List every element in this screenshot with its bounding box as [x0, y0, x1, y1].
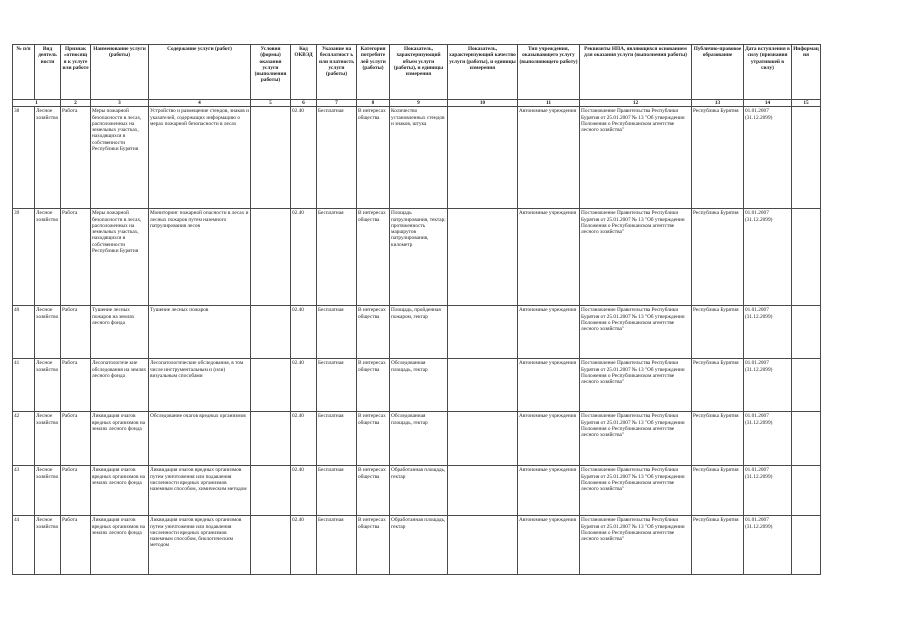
npa-cell: Постановление Правительства Республики Бурятия от 25.01.2007 № 13 "Об утверждении Положения о Республиканском агентстве лесного хозяйства" [580, 209, 692, 306]
public-entity-cell: Республика Бурятия [692, 107, 744, 209]
service-name-cell: Меры пожарной безопасности в лесах, расположенных на земельных участках, находящихся в собственности Республики Бурятия [91, 209, 149, 306]
row-number: 44 [13, 516, 35, 575]
table-row [13, 209, 821, 306]
header-cell: Тип учреждения, оказывающего услугу (выполняющего работу) [518, 45, 580, 100]
okved-cell: 02.40 [291, 516, 317, 575]
header-cell: Публично-правовое образование [692, 45, 744, 100]
npa-cell: Постановление Правительства Республики Бурятия от 25.01.2007 № 13 "Об утверждении Положения о Республиканском агентстве лесного хозяйства" [580, 466, 692, 516]
volume-cell: Обследованная площадь, гектар [390, 359, 448, 412]
service-name-cell: Ликвидация очагов вредных организмов на землях лесного фонда [91, 412, 149, 466]
sign-cell: Работа [61, 412, 91, 466]
category-cell: В интересах общества [357, 359, 390, 412]
column-number: 15 [792, 100, 821, 107]
activity-cell: Лесное хозяйство [35, 516, 61, 575]
header-cell: № п/п [13, 45, 35, 100]
npa-cell: Постановление Правительства Республики Бурятия от 25.01.2007 № 13 "Об утверждении Положения о Республиканском агентстве лесного хозяйства" [580, 107, 692, 209]
column-number: 10 [448, 100, 518, 107]
public-entity-cell: Республика Бурятия [692, 209, 744, 306]
okved-cell: 02.40 [291, 359, 317, 412]
payment-cell: Бесплатная [317, 466, 357, 516]
institution-type-cell: Автономные учреждения [518, 209, 580, 306]
column-number: 9 [390, 100, 448, 107]
activity-cell: Лесное хозяйство [35, 412, 61, 466]
category-cell: В интересах общества [357, 107, 390, 209]
quality-cell [448, 209, 518, 306]
header-cell: Содержание услуги (работ) [149, 45, 251, 100]
content-cell: Обследование очагов вредных организмов [149, 412, 251, 466]
payment-cell: Бесплатная [317, 359, 357, 412]
table-row [13, 516, 821, 575]
institution-type-cell: Автономные учреждения [518, 412, 580, 466]
sign-cell: Работа [61, 466, 91, 516]
conditions-cell [251, 516, 291, 575]
quality-cell [448, 412, 518, 466]
activity-cell: Лесное хозяйство [35, 466, 61, 516]
payment-cell: Бесплатная [317, 412, 357, 466]
public-entity-cell: Республика Бурятия [692, 466, 744, 516]
info-cell [792, 466, 821, 516]
row-number: 38 [13, 107, 35, 209]
service-name-cell: Ликвидация очагов вредных организмов на землях лесного фонда [91, 466, 149, 516]
activity-cell: Лесное хозяйство [35, 107, 61, 209]
column-number: 2 [61, 100, 91, 107]
column-number: 11 [518, 100, 580, 107]
quality-cell [448, 516, 518, 575]
service-name-cell: Меры пожарной безопасности в лесах, расположенных на земельных участках, находящихся в собственности Республики Бурятия [91, 107, 149, 209]
service-name-cell: Лесопатологиче кие обследования на землях лесного фонда [91, 359, 149, 412]
table-row [13, 107, 821, 209]
volume-cell: Количество установленных стендов и знаков, штука [390, 107, 448, 209]
category-cell: В интересах общества [357, 209, 390, 306]
volume-cell: Обследованная площадь, гектар [390, 412, 448, 466]
public-entity-cell: Республика Бурятия [692, 412, 744, 466]
okved-cell: 02.40 [291, 466, 317, 516]
conditions-cell [251, 412, 291, 466]
column-number: 4 [149, 100, 251, 107]
content-cell: Тушение лесных пожаров [149, 306, 251, 359]
payment-cell: Бесплатная [317, 306, 357, 359]
info-cell [792, 306, 821, 359]
column-number: 5 [251, 100, 291, 107]
quality-cell [448, 107, 518, 209]
npa-cell: Постановление Правительства Республики Бурятия от 25.01.2007 № 13 "Об утверждении Положения о Республиканском агентстве лесного хозяйства" [580, 359, 692, 412]
info-cell [792, 359, 821, 412]
table-row [13, 306, 821, 359]
institution-type-cell: Автономные учреждения [518, 359, 580, 412]
npa-cell: Постановление Правительства Республики Бурятия от 25.01.2007 № 13 "Об утверждении Положения о Республиканском агентстве лесного хозяйства" [580, 516, 692, 575]
sign-cell: Работа [61, 306, 91, 359]
volume-cell: Обработанная площадь, гектар [390, 466, 448, 516]
table-row [13, 359, 821, 412]
row-number: 41 [13, 359, 35, 412]
date-cell: 01.01.2007 (31.12.2099) [744, 412, 792, 466]
category-cell: В интересах общества [357, 466, 390, 516]
public-entity-cell: Республика Бурятия [692, 516, 744, 575]
sign-cell: Работа [61, 516, 91, 575]
public-entity-cell: Республика Бурятия [692, 359, 744, 412]
content-cell: Мониторинг пожарной опасности в лесах и лесных пожаров путем наземного патрулирования лесов [149, 209, 251, 306]
activity-cell: Лесное хозяйство [35, 209, 61, 306]
header-cell: Информация [792, 45, 821, 100]
column-number: 14 [744, 100, 792, 107]
quality-cell [448, 466, 518, 516]
service-name-cell: Тушение лесных пожаров на землях лесного фонда [91, 306, 149, 359]
info-cell [792, 412, 821, 466]
quality-cell [448, 359, 518, 412]
content-cell: Устройство и размещение стендов, знаков и указателей, содержащих информацию о мерах пожарной безопасности в лесах [149, 107, 251, 209]
header-cell: Указание на бесплатност ь или платность услуги (работы) [317, 45, 357, 100]
okved-cell: 02.40 [291, 107, 317, 209]
institution-type-cell: Автономные учреждения [518, 466, 580, 516]
npa-cell: Постановление Правительства Республики Бурятия от 25.01.2007 № 13 "Об утверждении Положения о Республиканском агентстве лесного хозяйства" [580, 412, 692, 466]
header-cell: Показатель, характеризующий объем услуги (работы), и единицы измерения [390, 45, 448, 100]
conditions-cell [251, 107, 291, 209]
public-entity-cell: Республика Бурятия [692, 306, 744, 359]
header-cell: Код ОКВЭД [291, 45, 317, 100]
sign-cell: Работа [61, 209, 91, 306]
services-table [12, 44, 821, 575]
column-number: 8 [357, 100, 390, 107]
content-cell: Лесопатологические обследования, в том числе инструментальным и (или) визуальным способами [149, 359, 251, 412]
okved-cell: 02.40 [291, 306, 317, 359]
conditions-cell [251, 466, 291, 516]
column-number: 3 [91, 100, 149, 107]
content-cell: Ликвидация очагов вредных организмов путем уничтожения или подавления численности вредных организмов наземным способом, биологическим методом [149, 516, 251, 575]
okved-cell: 02.40 [291, 209, 317, 306]
date-cell: 01.01.2007 (31.12.2099) [744, 516, 792, 575]
column-number: 1 [13, 100, 61, 107]
header-row [13, 45, 821, 100]
category-cell: В интересах общества [357, 412, 390, 466]
header-cell: Реквизиты НПА, являющихся основанием для оказания услуги (выполнения работы) [580, 45, 692, 100]
payment-cell: Бесплатная [317, 209, 357, 306]
info-cell [792, 209, 821, 306]
category-cell: В интересах общества [357, 306, 390, 359]
header-cell: Категория потребите лей услуги (работы) [357, 45, 390, 100]
column-number: 12 [580, 100, 692, 107]
header-cell: Признак «относящ я к услуге или работе [61, 45, 91, 100]
column-number-row [13, 100, 821, 107]
row-number: 43 [13, 466, 35, 516]
volume-cell: Площадь, пройденная пожаром, гектар [390, 306, 448, 359]
okved-cell: 02.40 [291, 412, 317, 466]
date-cell: 01.01.2007 (31.12.2099) [744, 209, 792, 306]
column-number: 6 [291, 100, 317, 107]
date-cell: 01.01.2007 (31.12.2099) [744, 306, 792, 359]
column-number: 13 [692, 100, 744, 107]
sign-cell: Работа [61, 107, 91, 209]
header-cell: Наименование услуги (работы) [91, 45, 149, 100]
row-number: 40 [13, 306, 35, 359]
activity-cell: Лесное хозяйство [35, 306, 61, 359]
conditions-cell [251, 359, 291, 412]
header-cell: Вид деятель ности [35, 45, 61, 100]
quality-cell [448, 306, 518, 359]
info-cell [792, 107, 821, 209]
date-cell: 01.01.2007 (31.12.2099) [744, 107, 792, 209]
info-cell [792, 516, 821, 575]
sign-cell: Работа [61, 359, 91, 412]
header-cell: Условия (формы) оказания услуги (выполнения работы) [251, 45, 291, 100]
payment-cell: Бесплатная [317, 516, 357, 575]
payment-cell: Бесплатная [317, 107, 357, 209]
volume-cell: Обработанная площадь, гектар [390, 516, 448, 575]
header-cell: Показатель, характеризующий качество услуги (работы), и единицы измерения [448, 45, 518, 100]
row-number: 42 [13, 412, 35, 466]
date-cell: 01.01.2007 (31.12.2099) [744, 359, 792, 412]
institution-type-cell: Автономные учреждения [518, 516, 580, 575]
npa-cell: Постановление Правительства Республики Бурятия от 25.01.2007 № 13 "Об утверждении Положения о Республиканском агентстве лесного хозяйства" [580, 306, 692, 359]
header-cell: Дата вступления в силу (признания утратившей в силу) [744, 45, 792, 100]
content-cell: Ликвидация очагов вредных организмов путем уничтожения или подавления численности вредных организмов наземным способом, химическим методом [149, 466, 251, 516]
activity-cell: Лесное хозяйство [35, 359, 61, 412]
table-row [13, 466, 821, 516]
institution-type-cell: Автономные учреждения [518, 107, 580, 209]
category-cell: В интересах общества [357, 516, 390, 575]
table-row [13, 412, 821, 466]
volume-cell: Площадь патрулирования, тектар; протяженность маршрутов патрулирования, километр [390, 209, 448, 306]
service-name-cell: Ликвидация очагов вредных организмов на землях лесного фонда [91, 516, 149, 575]
date-cell: 01.01.2007 (31.12.2099) [744, 466, 792, 516]
column-number: 7 [317, 100, 357, 107]
conditions-cell [251, 209, 291, 306]
institution-type-cell: Автономные учреждения [518, 306, 580, 359]
conditions-cell [251, 306, 291, 359]
row-number: 39 [13, 209, 35, 306]
